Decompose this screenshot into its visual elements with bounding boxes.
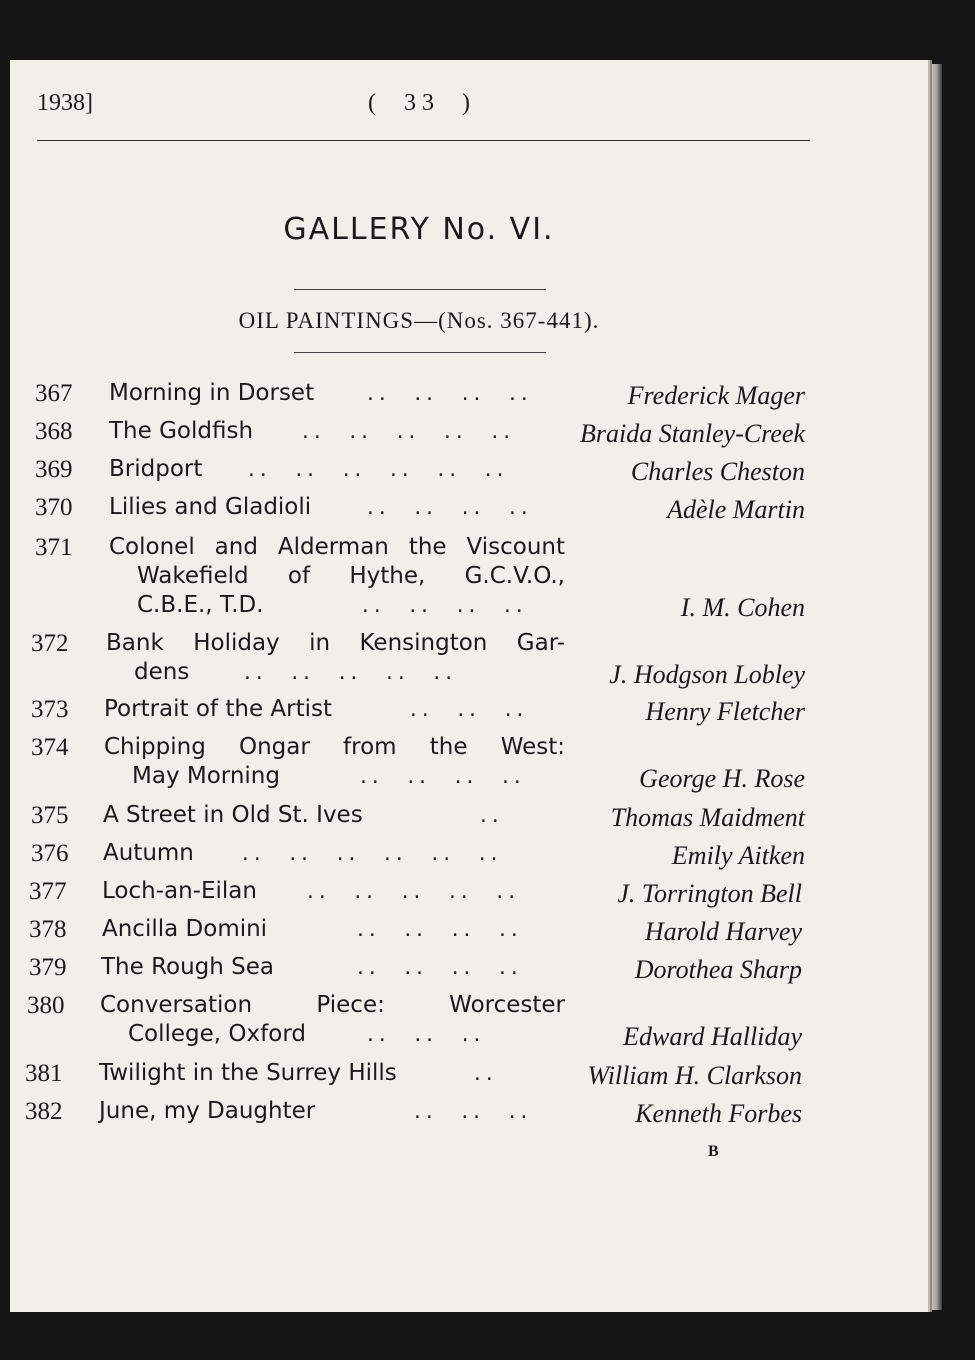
entry-number: 375 bbox=[31, 802, 69, 829]
entry-title-line: College, Oxford bbox=[128, 1021, 306, 1047]
catalogue-page bbox=[10, 60, 928, 1312]
leader-dots: .. .. .. .. bbox=[358, 767, 524, 788]
entry-artist: J. Hodgson Lobley bbox=[609, 660, 805, 689]
entry-artist: Dorothea Sharp bbox=[634, 955, 802, 984]
entry-title-line: Autumn bbox=[103, 840, 194, 866]
entry-artist: Braida Stanley-Creek bbox=[579, 419, 805, 448]
leader-dots: .. .. .. .. .. bbox=[300, 422, 514, 443]
entry-title-line: Wakefield of Hythe, G.C.V.O., bbox=[137, 563, 565, 589]
entry-number: 372 bbox=[31, 630, 69, 657]
entry-number: 378 bbox=[29, 916, 67, 943]
entry-number: 368 bbox=[35, 418, 73, 445]
entry-title-line: Ancilla Domini bbox=[102, 916, 268, 942]
catalogue-entry bbox=[10, 1098, 928, 1135]
entry-number: 377 bbox=[29, 878, 67, 905]
leader-dots: .. bbox=[472, 1064, 496, 1085]
entry-title-line: Loch-an-Eilan bbox=[102, 878, 257, 904]
entry-title-line: Portrait of the Artist bbox=[104, 696, 333, 722]
catalogue-entry bbox=[10, 630, 928, 696]
entry-artist: William H. Clarkson bbox=[587, 1061, 802, 1090]
entry-title-line: Colonel and Alderman the Viscount bbox=[109, 534, 565, 560]
entry-artist: Henry Fletcher bbox=[645, 697, 805, 726]
entry-number: 379 bbox=[29, 954, 67, 981]
entry-number: 381 bbox=[25, 1060, 63, 1087]
title-rule-top bbox=[294, 289, 546, 290]
leader-dots: .. .. .. bbox=[408, 700, 527, 721]
leader-dots: .. .. .. .. bbox=[365, 498, 531, 519]
leader-dots: .. .. .. .. bbox=[360, 596, 526, 617]
catalogue-entry bbox=[10, 418, 928, 455]
entry-number: 373 bbox=[31, 696, 69, 723]
catalogue-entry bbox=[10, 840, 928, 877]
catalogue-entry bbox=[10, 878, 928, 915]
section-title: OIL PAINTINGS—(Nos. 367-441). bbox=[238, 308, 600, 333]
entry-artist: Edward Halliday bbox=[623, 1022, 802, 1051]
entry-number: 374 bbox=[31, 734, 69, 761]
entry-number: 371 bbox=[35, 534, 73, 561]
entry-title-line: Chipping Ongar from the West: bbox=[104, 734, 565, 760]
entry-number: 367 bbox=[35, 380, 73, 407]
entry-artist: Kenneth Forbes bbox=[635, 1099, 802, 1128]
leader-dots: .. .. .. .. .. .. bbox=[240, 844, 501, 865]
leader-dots: .. .. .. .. .. bbox=[242, 663, 456, 684]
entry-artist: Emily Aitken bbox=[671, 841, 805, 870]
entry-title-line: C.B.E., T.D. bbox=[137, 592, 264, 618]
catalogue-entry bbox=[10, 1060, 928, 1097]
catalogue-entry bbox=[10, 380, 928, 417]
entry-artist: Charles Cheston bbox=[630, 457, 805, 486]
entry-artist: Harold Harvey bbox=[644, 917, 802, 946]
entry-title-line: Twilight in the Surrey Hills bbox=[99, 1060, 397, 1086]
entry-artist: I. M. Cohen bbox=[680, 593, 805, 622]
entry-number: 370 bbox=[35, 494, 73, 521]
catalogue-entry bbox=[10, 992, 928, 1058]
entry-number: 369 bbox=[35, 456, 73, 483]
catalogue-entry bbox=[10, 696, 928, 733]
entry-title-line: A Street in Old St. Ives bbox=[103, 802, 363, 828]
entry-title-line: dens bbox=[134, 659, 190, 685]
leader-dots: .. .. .. bbox=[365, 1025, 484, 1046]
entry-title-line: Bank Holiday in Kensington Gar- bbox=[106, 630, 565, 656]
catalogue-entry bbox=[10, 456, 928, 493]
leader-dots: .. .. .. .. bbox=[355, 958, 521, 979]
page-number: ( 33 ) bbox=[368, 90, 476, 116]
catalogue-entry bbox=[10, 954, 928, 991]
title-rule-bottom bbox=[294, 352, 546, 353]
entry-artist: Adèle Martin bbox=[667, 495, 805, 524]
leader-dots: .. .. .. .. .. .. bbox=[246, 460, 507, 481]
entry-artist: Frederick Mager bbox=[627, 381, 805, 410]
catalogue-entry bbox=[10, 494, 928, 531]
header-rule bbox=[37, 140, 810, 141]
entry-title-line: The Rough Sea bbox=[101, 954, 275, 980]
entry-title-line: The Goldfish bbox=[109, 418, 254, 444]
gallery-title: GALLERY No. VI. bbox=[283, 212, 555, 247]
page-edge bbox=[928, 64, 942, 1310]
running-head-year: 1938] bbox=[37, 90, 93, 116]
catalogue-entry bbox=[10, 534, 928, 629]
entry-artist: J. Torrington Bell bbox=[617, 879, 802, 908]
entry-artist: George H. Rose bbox=[639, 764, 805, 793]
entry-number: 382 bbox=[25, 1098, 63, 1125]
entry-title-line: June, my Daughter bbox=[99, 1098, 316, 1124]
leader-dots: .. .. .. .. bbox=[355, 920, 521, 941]
leader-dots: .. .. .. .. .. bbox=[305, 882, 519, 903]
catalogue-entry bbox=[10, 802, 928, 839]
entry-title-line: Conversation Piece: Worcester bbox=[100, 992, 565, 1018]
leader-dots: .. .. .. bbox=[412, 1102, 531, 1123]
catalogue-entry bbox=[10, 734, 928, 800]
entry-title-line: Bridport bbox=[109, 456, 203, 482]
entry-title-line: Lilies and Gladioli bbox=[109, 494, 312, 520]
signature-mark: B bbox=[708, 1143, 719, 1160]
entry-number: 380 bbox=[27, 992, 65, 1019]
leader-dots: .. bbox=[478, 806, 502, 827]
entry-title-line: May Morning bbox=[132, 763, 280, 789]
entry-number: 376 bbox=[31, 840, 69, 867]
entry-title-line: Morning in Dorset bbox=[109, 380, 315, 406]
leader-dots: .. .. .. .. bbox=[365, 384, 531, 405]
catalogue-entry bbox=[10, 916, 928, 953]
entry-artist: Thomas Maidment bbox=[610, 803, 805, 832]
